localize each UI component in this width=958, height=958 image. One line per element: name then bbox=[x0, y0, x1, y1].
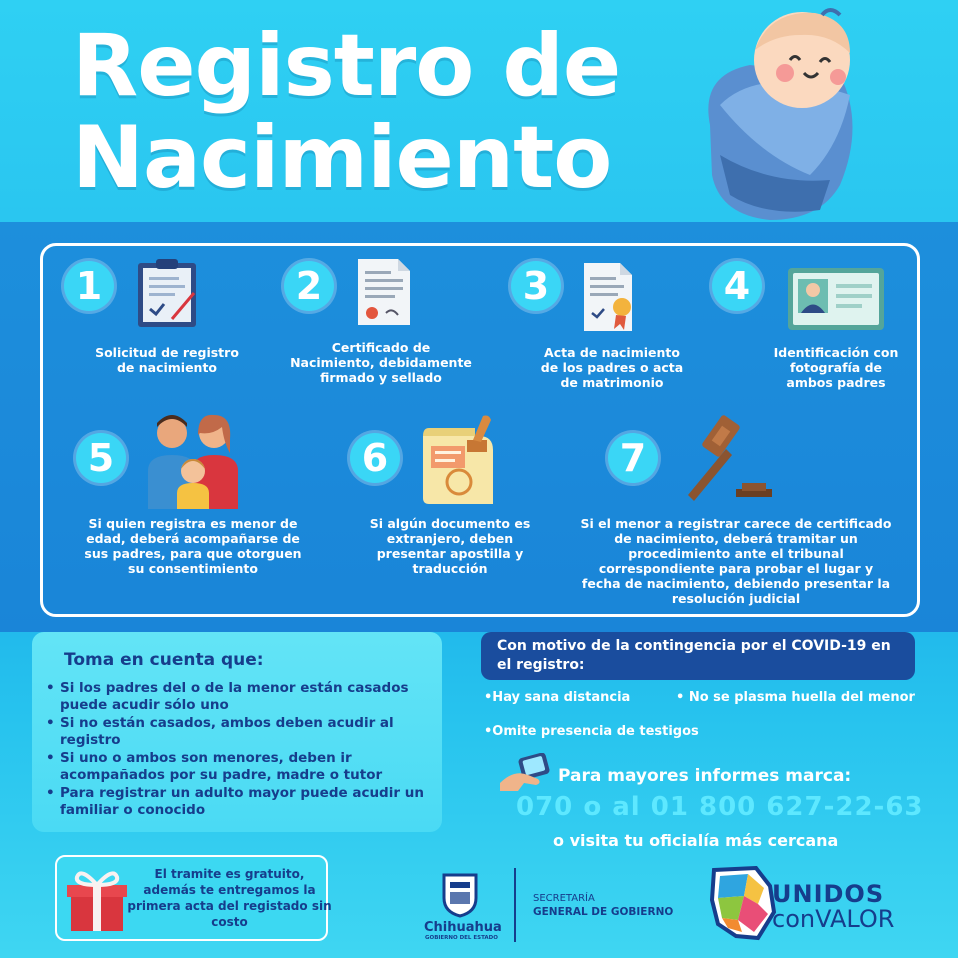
certificate-document-icon bbox=[356, 257, 412, 327]
gavel-icon bbox=[680, 413, 776, 505]
step-number-1: 1 bbox=[64, 261, 114, 311]
phone-hand-icon bbox=[498, 753, 552, 793]
baby-illustration-icon bbox=[690, 5, 870, 227]
requirement-2-text: Certificado de Nacimiento, debidamente firmado y sellado bbox=[290, 340, 472, 385]
covid-item-witnesses: •Omite presencia de testigos bbox=[484, 724, 699, 739]
contact-label: Para mayores informes marca: bbox=[558, 766, 852, 786]
gift-box bbox=[55, 855, 332, 941]
title-line-2: Nacimiento bbox=[72, 108, 612, 208]
family-icon bbox=[144, 413, 242, 509]
unidos-logo-line-1: UNIDOS bbox=[772, 880, 885, 908]
notes-title: Toma en cuenta que: bbox=[64, 650, 264, 670]
gift-icon bbox=[65, 867, 129, 933]
chihuahua-shield-icon bbox=[441, 872, 479, 918]
step-number-5: 5 bbox=[76, 433, 126, 483]
covid-item-distance: •Hay sana distancia bbox=[484, 690, 631, 705]
chihuahua-logo-subtext: GOBIERNO DEL ESTADO bbox=[425, 935, 498, 941]
note-item: • Si no están casados, ambos deben acudir al registro bbox=[46, 715, 431, 749]
step-number-3: 3 bbox=[511, 261, 561, 311]
covid-item-fingerprint: • No se plasma huella del menor bbox=[676, 690, 915, 705]
requirement-7-text: Si el menor a registrar carece de certificado de nacimiento, deberá tramitar un procedimiento ante el tribunal correspondiente para probar el lugar y fecha de nacimiento, debiendo presentar la resolución judicial bbox=[580, 516, 892, 606]
contact-phone: 070 o al 01 800 627-22-63 bbox=[516, 792, 924, 822]
step-number-2: 2 bbox=[284, 261, 334, 311]
id-card-icon bbox=[786, 266, 886, 332]
clipboard-icon bbox=[136, 257, 198, 329]
step-number-7: 7 bbox=[608, 433, 658, 483]
chihuahua-logo-text: Chihuahua bbox=[424, 920, 502, 935]
notes-list bbox=[46, 680, 431, 820]
requirement-4-text: Identificación con fotografía de ambos padres bbox=[773, 345, 899, 390]
covid-heading: Con motivo de la contingencia por el COVID-19 en el registro: bbox=[481, 632, 915, 680]
requirement-1-text: Solicitud de registro de nacimiento bbox=[95, 345, 239, 375]
requirement-3-text: Acta de nacimiento de los padres o acta de matrimonio bbox=[540, 345, 684, 390]
certificate-seal-icon bbox=[582, 261, 642, 333]
title-line-1: Registro de bbox=[72, 16, 621, 116]
stamp-document-icon bbox=[419, 414, 497, 506]
note-item: • Si uno o ambos son menores, deben ir acompañados por su padre, madre o tutor bbox=[46, 750, 431, 784]
requirement-5-text: Si quien registra es menor de edad, deberá acompañarse de sus padres, para que otorguen su consentimiento bbox=[84, 516, 302, 576]
requirement-6-text: Si algún documento es extranjero, deben presentar apostilla y traducción bbox=[369, 516, 531, 576]
contact-visit: o visita tu oficialía más cercana bbox=[553, 831, 839, 850]
logo-divider bbox=[514, 868, 516, 942]
secretaria-line-1: SECRETARÍA bbox=[533, 893, 595, 904]
note-item: • Si los padres del o de la menor están casados puede acudir sólo uno bbox=[46, 680, 431, 714]
page-title bbox=[72, 16, 621, 208]
step-number-6: 6 bbox=[350, 433, 400, 483]
unidos-map-logo-icon bbox=[708, 866, 776, 942]
step-number-4: 4 bbox=[712, 261, 762, 311]
notes-box bbox=[32, 632, 442, 832]
unidos-logo-line-2: conVALOR bbox=[772, 905, 895, 933]
secretaria-line-2: GENERAL DE GOBIERNO bbox=[533, 906, 674, 918]
note-item: • Para registrar un adulto mayor puede acudir un familiar o conocido bbox=[46, 785, 431, 819]
gift-text: El tramite es gratuito, además te entregamos la primera acta del registado sin costo bbox=[127, 867, 332, 929]
